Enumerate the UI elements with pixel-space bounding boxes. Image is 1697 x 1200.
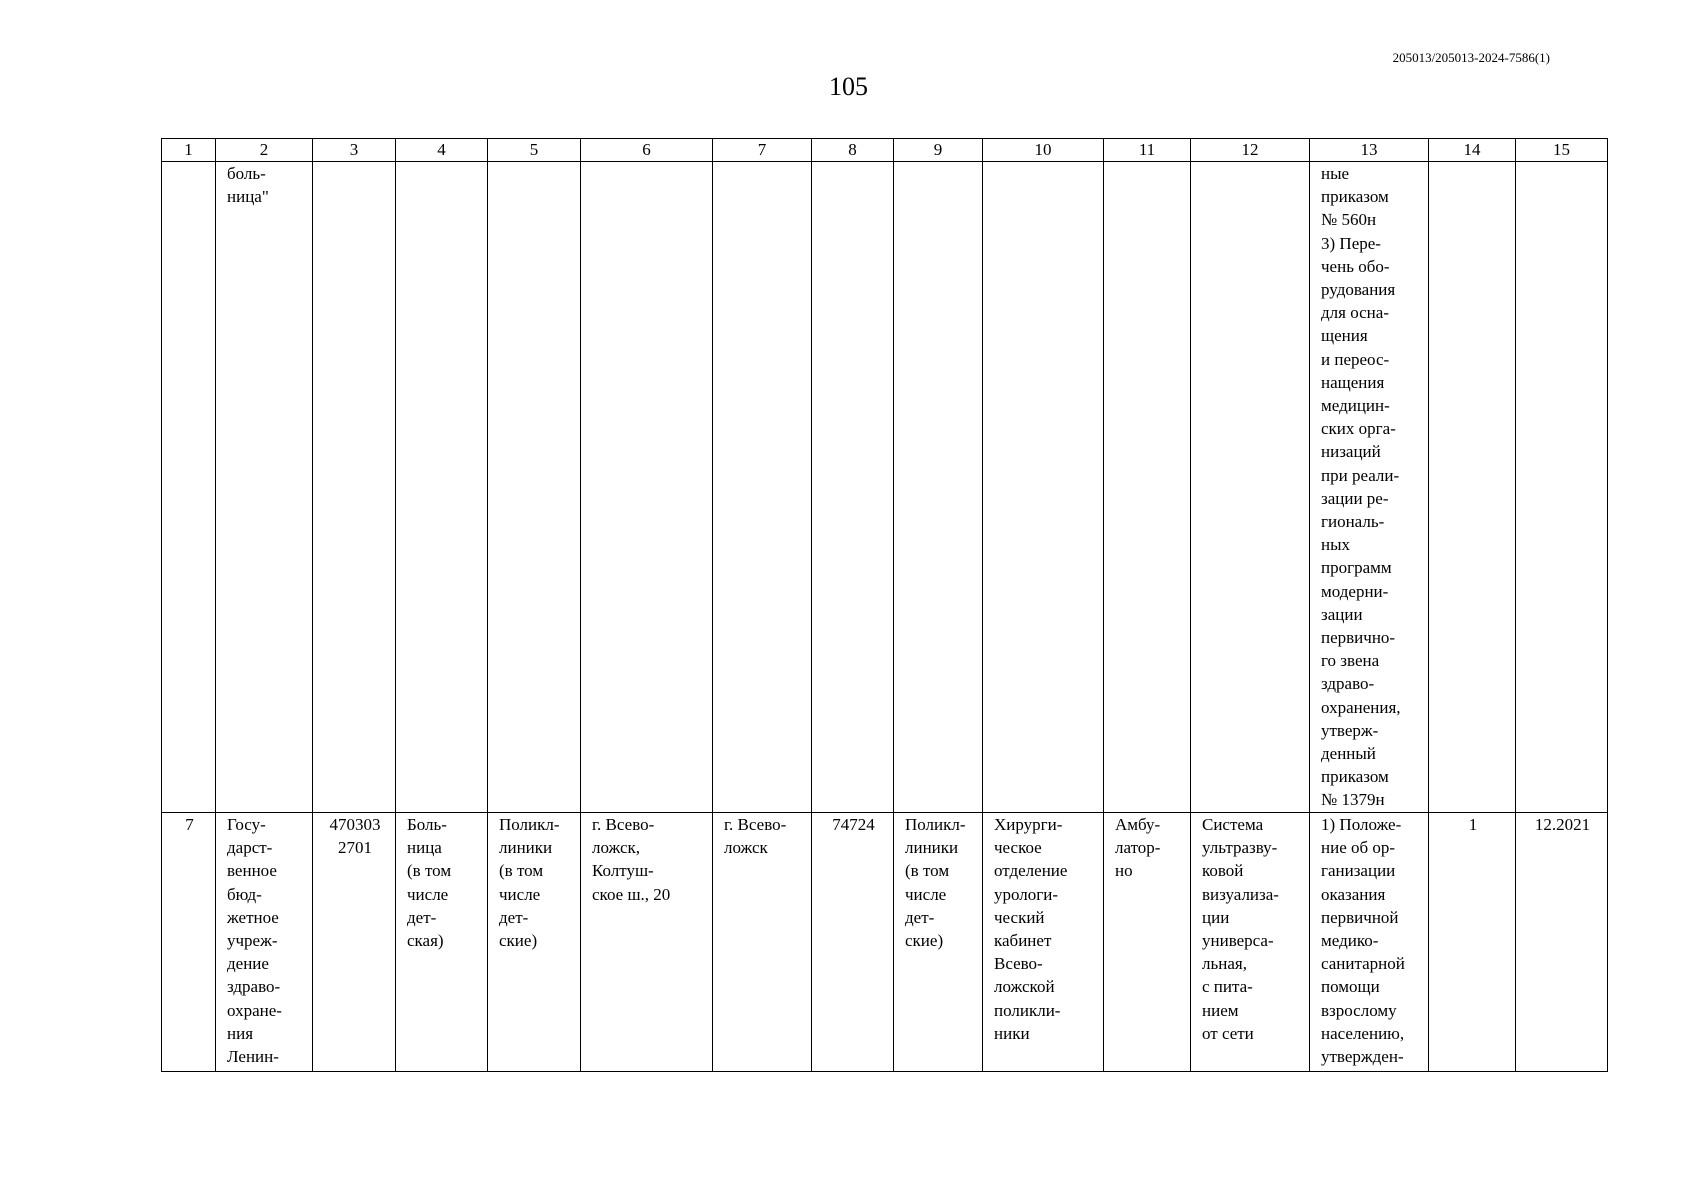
column-header: 13 xyxy=(1310,139,1429,162)
table-cell xyxy=(713,162,812,813)
table-cell: 7 xyxy=(162,813,216,1072)
column-header: 10 xyxy=(983,139,1104,162)
column-header: 1 xyxy=(162,139,216,162)
table-cell: боль- ница" xyxy=(216,162,313,813)
table-cell: г. Всево- ложск xyxy=(713,813,812,1072)
table-cell: г. Всево- ложск, Колтуш- ское ш., 20 xyxy=(581,813,713,1072)
table-cell: 1) Положе- ние об ор- ганизации оказания первичной медико- санитарной помощи взрослому населению, утвержден- xyxy=(1310,813,1429,1072)
table-cell: Поликл- линики (в том числе дет- ские) xyxy=(488,813,581,1072)
column-header: 9 xyxy=(894,139,983,162)
column-header: 2 xyxy=(216,139,313,162)
column-header: 14 xyxy=(1429,139,1516,162)
column-header: 7 xyxy=(713,139,812,162)
table-cell xyxy=(488,162,581,813)
table-row xyxy=(162,162,1608,813)
column-header: 4 xyxy=(396,139,488,162)
column-header: 5 xyxy=(488,139,581,162)
table-cell: Госу- дарст- венное бюд- жетное учреж- дение здраво- охране- ния Ленин- xyxy=(216,813,313,1072)
table-cell: Система ультразву- ковой визуализа- ции универса- льная, с пита- нием от сети xyxy=(1191,813,1310,1072)
table-cell xyxy=(396,162,488,813)
table-cell xyxy=(894,162,983,813)
column-header: 3 xyxy=(313,139,396,162)
column-header: 6 xyxy=(581,139,713,162)
table-cell xyxy=(313,162,396,813)
column-header: 15 xyxy=(1516,139,1608,162)
table-cell xyxy=(581,162,713,813)
table-cell xyxy=(1516,162,1608,813)
document-id: 205013/205013-2024-7586(1) xyxy=(1392,50,1550,65)
table-cell: 1 xyxy=(1429,813,1516,1072)
page-number: 105 xyxy=(829,72,868,101)
table-cell xyxy=(1104,162,1191,813)
registry-table xyxy=(161,138,1608,1072)
table-cell xyxy=(162,162,216,813)
table-cell: Амбу- латор- но xyxy=(1104,813,1191,1072)
table-cell: 470303 2701 xyxy=(313,813,396,1072)
table-row xyxy=(162,813,1608,1072)
table-cell: ные приказом № 560н 3) Пере- чень обо- рудования для осна- щения и переос- нащения медицин- ских орга- низаций при реали- зации ре- гиональ- ных программ модерни- зации первично- го звена здраво- охранения, утверж- денный приказом № 1379н xyxy=(1310,162,1429,813)
column-header: 12 xyxy=(1191,139,1310,162)
table-cell: 12.2021 xyxy=(1516,813,1608,1072)
column-header: 11 xyxy=(1104,139,1191,162)
table-cell: Хирурги- ческое отделение урологи- ческий кабинет Всево- ложской поликли- ники xyxy=(983,813,1104,1072)
table-cell xyxy=(1429,162,1516,813)
table-cell xyxy=(1191,162,1310,813)
table-cell xyxy=(983,162,1104,813)
table-cell: Боль- ница (в том числе дет- ская) xyxy=(396,813,488,1072)
table-cell: Поликл- линики (в том числе дет- ские) xyxy=(894,813,983,1072)
table-cell xyxy=(812,162,894,813)
column-header: 8 xyxy=(812,139,894,162)
table-cell: 74724 xyxy=(812,813,894,1072)
column-number-row xyxy=(162,139,1608,162)
